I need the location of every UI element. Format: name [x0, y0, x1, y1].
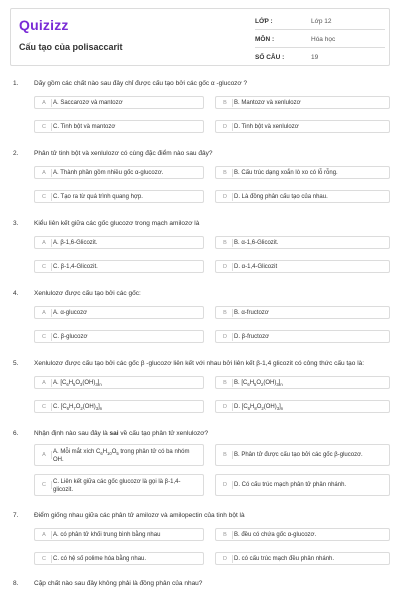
option-letter: A — [39, 531, 52, 539]
option-formula: C. $[C_6H_7O_2(OH)_3]_n$ — [53, 404, 103, 412]
option-a[interactable] — [34, 236, 204, 249]
option-text: D. β-fructozơ — [234, 334, 270, 340]
question-text: Điểm giống nhau giữa các phân tử amilozơ và amilopectin của tinh bột là — [34, 512, 245, 519]
option-c[interactable] — [34, 400, 204, 413]
option-letter: C — [39, 193, 52, 201]
meta-row-subject — [255, 33, 385, 48]
option-b[interactable] — [215, 306, 390, 319]
option-formula: D. $[C_6H_8O_2(OH)_3]_n$ — [234, 404, 284, 412]
option-text: D. α-1,4-Glicozit — [234, 264, 278, 270]
meta-value: Lớp 12 — [311, 18, 332, 25]
meta-value: Hóa học — [311, 36, 336, 43]
quizizz-logo: Quizizz — [19, 17, 69, 33]
option-letter: A — [39, 451, 52, 459]
option-letter: D — [220, 333, 233, 341]
option-text: B. Phân tử được cấu tạo bởi các gốc β-glucozơ. — [234, 452, 363, 458]
worksheet-title: Cấu tạo của polisaccarit — [19, 42, 123, 52]
worksheet-header — [10, 8, 390, 66]
option-letter: C — [39, 403, 52, 411]
option-text: B. Cấu trúc dạng xoắn lò xo có lỗ rỗng. — [234, 170, 338, 176]
question-number: 6. — [13, 430, 19, 437]
option-text: A. Mỗi mắt xích $C_6H_{10}O_5$ trong phân tử có ba nhóm OH. — [53, 449, 190, 463]
option-b[interactable] — [215, 444, 390, 466]
option-c[interactable] — [34, 552, 204, 565]
option-c[interactable] — [34, 190, 204, 203]
question-text: Kiểu liên kết giữa các gốc glucozơ trong mạch amilozơ là — [34, 220, 200, 227]
option-text: D. có cấu trúc mạch đều phân nhánh. — [234, 556, 335, 562]
option-d[interactable] — [215, 330, 390, 343]
option-text: B. α-1,6-Glicozit. — [234, 240, 279, 246]
option-b[interactable] — [215, 96, 390, 109]
option-text: C. Liên kết giữa các gốc glucozơ là gọi là β-1,4-glicozit. — [53, 479, 181, 493]
meta-label: LỚP : — [255, 18, 273, 25]
option-letter: A — [39, 99, 52, 107]
option-c[interactable] — [34, 474, 204, 496]
meta-value: 19 — [311, 54, 319, 61]
option-letter: D — [220, 481, 233, 489]
question-number: 7. — [13, 512, 19, 519]
option-d[interactable] — [215, 120, 390, 133]
option-text: C. β-1,4-Glicozit. — [53, 264, 98, 270]
option-text: A. Thành phần gồm nhiều gốc α-glucozơ. — [53, 170, 164, 176]
option-text: B. đều có chứa gốc α-glucozơ. — [234, 532, 317, 538]
option-a[interactable] — [34, 306, 204, 319]
question-number: 1. — [13, 80, 19, 87]
option-formula: B. $[C_6H_5O_2(OH)_3]_n$ — [234, 380, 283, 388]
option-text: B. α-fructozơ — [234, 310, 269, 316]
option-d[interactable] — [215, 260, 390, 273]
option-letter: A — [39, 309, 52, 317]
emphasis-sai: sai — [109, 430, 119, 437]
option-c[interactable] — [34, 260, 204, 273]
question-number: 8. — [13, 580, 19, 587]
option-a[interactable] — [34, 376, 204, 389]
question-number: 4. — [13, 290, 19, 297]
option-letter: B — [220, 309, 233, 317]
question-number: 5. — [13, 360, 19, 367]
question-number: 3. — [13, 220, 19, 227]
question-text: Nhận định nào sau đây là sai về cấu tạo phân tử xenlulozơ? — [34, 430, 209, 437]
option-text: D. Là đồng phân cấu tạo của nhau. — [234, 194, 328, 200]
option-letter: A — [39, 169, 52, 177]
worksheet-meta — [255, 15, 385, 69]
question-number: 2. — [13, 150, 19, 157]
option-text: C. β-glucozơ — [53, 334, 88, 340]
option-d[interactable] — [215, 552, 390, 565]
option-b[interactable] — [215, 376, 390, 389]
option-text: D. Có cấu trúc mạch phân tử phân nhánh. — [234, 482, 347, 488]
option-letter: D — [220, 123, 233, 131]
option-letter: D — [220, 263, 233, 271]
option-formula: A. $[C_6H_5O_3(OH)_3]_n$ — [53, 380, 102, 388]
option-letter: C — [39, 333, 52, 341]
option-letter: A — [39, 239, 52, 247]
option-letter: B — [220, 451, 233, 459]
option-b[interactable] — [215, 166, 390, 179]
option-text: A. α-glucozơ — [53, 310, 88, 316]
option-letter: D — [220, 555, 233, 563]
option-a[interactable] — [34, 528, 204, 541]
question-text: Cặp chất nào sau đây không phải là đồng phân của nhau? — [34, 580, 203, 587]
option-b[interactable] — [215, 528, 390, 541]
option-c[interactable] — [34, 120, 204, 133]
option-a[interactable] — [34, 444, 204, 466]
option-letter: C — [39, 555, 52, 563]
option-letter: D — [220, 403, 233, 411]
option-text: C. Tạo ra từ quá trình quang hợp. — [53, 194, 143, 200]
option-letter: B — [220, 99, 233, 107]
meta-row-class — [255, 15, 385, 30]
option-letter: C — [39, 263, 52, 271]
option-text: B. Mantozơ và xenlulozơ — [234, 100, 301, 106]
option-text: D. Tinh bột và xenlulozơ — [234, 124, 299, 130]
option-a[interactable] — [34, 96, 204, 109]
option-b[interactable] — [215, 236, 390, 249]
option-letter: B — [220, 169, 233, 177]
question-text: Dãy gồm các chất nào sau đây chỉ được cấu tạo bởi các gốc α -glucozơ ? — [34, 80, 248, 87]
option-c[interactable] — [34, 330, 204, 343]
option-text: A. có phân tử khối trung bình bằng nhau — [53, 532, 161, 538]
option-text: A. β-1,6-Glicozit. — [53, 240, 98, 246]
meta-label: MÔN : — [255, 36, 275, 43]
option-text: C. có hệ số polime hóa bằng nhau. — [53, 556, 147, 562]
option-letter: C — [39, 481, 52, 489]
meta-row-count — [255, 51, 385, 66]
option-d[interactable] — [215, 474, 390, 496]
question-text: Phân tử tinh bột và xenlulozơ có cùng đặc điểm nào sau đây? — [34, 150, 213, 157]
option-letter: D — [220, 193, 233, 201]
option-text: C. Tinh bột và mantozơ — [53, 124, 116, 130]
question-text: Xenlulozơ được cấu tạo bởi các gốc: — [34, 290, 141, 297]
option-d[interactable] — [215, 400, 390, 413]
option-text: A. Saccarozơ và mantozơ — [53, 100, 123, 106]
option-letter: B — [220, 379, 233, 387]
meta-label: SỐ CÂU : — [255, 54, 285, 61]
question-text: Xenlulozơ được cấu tạo bởi các gốc β -glucozơ liên kết với nhau bởi liên kết β-1,4 glicozit có công thức cấu tạo là: — [34, 360, 365, 367]
option-d[interactable] — [215, 190, 390, 203]
option-a[interactable] — [34, 166, 204, 179]
option-letter: B — [220, 531, 233, 539]
option-letter: C — [39, 123, 52, 131]
option-letter: A — [39, 379, 52, 387]
option-letter: B — [220, 239, 233, 247]
